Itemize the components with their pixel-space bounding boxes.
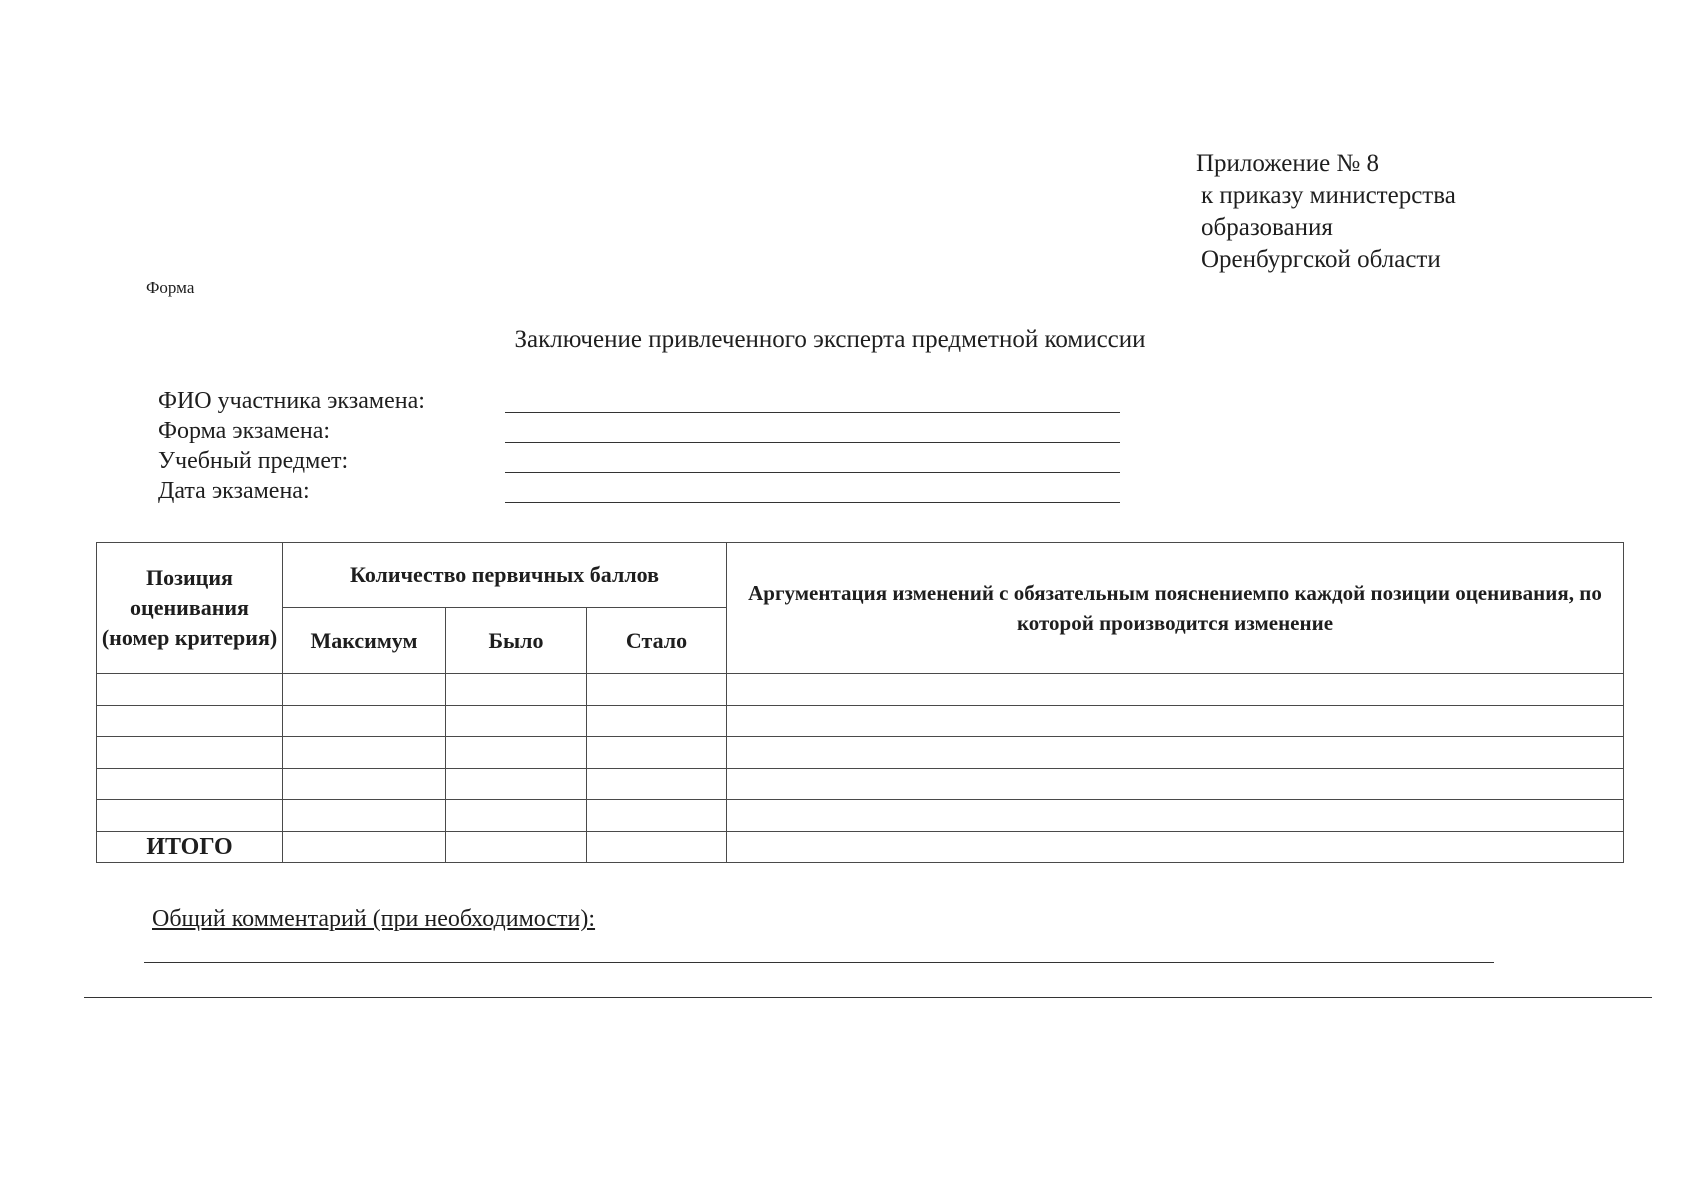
general-comment-label: Общий комментарий (при необходимости): bbox=[152, 906, 596, 932]
became-cell[interactable] bbox=[587, 705, 727, 737]
total-became-cell[interactable] bbox=[587, 831, 727, 863]
table-row bbox=[97, 737, 1624, 769]
argument-cell[interactable] bbox=[727, 737, 1624, 769]
exam-info-fields bbox=[158, 386, 1128, 506]
exam-date-row bbox=[158, 476, 1128, 506]
subject-field[interactable] bbox=[505, 472, 1120, 473]
argument-cell[interactable] bbox=[727, 705, 1624, 737]
max-cell[interactable] bbox=[283, 768, 446, 800]
position-cell[interactable] bbox=[97, 768, 283, 800]
general-comment-field[interactable] bbox=[144, 962, 1494, 963]
col-header-became: Стало bbox=[587, 608, 727, 674]
table-header-row bbox=[97, 543, 1624, 608]
table-row bbox=[97, 705, 1624, 737]
argument-cell[interactable] bbox=[727, 800, 1624, 832]
appendix-number: Приложение № 8 bbox=[1196, 150, 1380, 177]
became-cell[interactable] bbox=[587, 674, 727, 706]
position-cell[interactable] bbox=[97, 705, 283, 737]
participant-name-field[interactable] bbox=[505, 412, 1120, 413]
max-cell[interactable] bbox=[283, 737, 446, 769]
max-cell[interactable] bbox=[283, 800, 446, 832]
was-cell[interactable] bbox=[446, 768, 587, 800]
was-cell[interactable] bbox=[446, 800, 587, 832]
position-cell[interactable] bbox=[97, 800, 283, 832]
became-cell[interactable] bbox=[587, 800, 727, 832]
appendix-order-line: к приказу министерства bbox=[1201, 182, 1456, 209]
total-row bbox=[97, 831, 1624, 863]
exam-date-label: Дата экзамена: bbox=[158, 478, 310, 504]
participant-name-row bbox=[158, 386, 1128, 416]
argument-cell[interactable] bbox=[727, 674, 1624, 706]
participant-name-label: ФИО участника экзамена: bbox=[158, 388, 425, 414]
table-row bbox=[97, 800, 1624, 832]
subject-label: Учебный предмет: bbox=[158, 448, 349, 474]
page-divider bbox=[84, 997, 1652, 998]
total-max-cell[interactable] bbox=[283, 831, 446, 863]
col-header-argument: Аргументация изменений с обязательным пояснениемпо каждой позиции оценивания, по которой производится изменение bbox=[727, 543, 1624, 674]
total-was-cell[interactable] bbox=[446, 831, 587, 863]
form-label: Форма bbox=[146, 278, 195, 297]
was-cell[interactable] bbox=[446, 737, 587, 769]
max-cell[interactable] bbox=[283, 674, 446, 706]
appendix-ministry-line: образования bbox=[1201, 214, 1333, 241]
total-label: ИТОГО bbox=[97, 831, 283, 863]
total-argument-cell[interactable] bbox=[727, 831, 1624, 863]
became-cell[interactable] bbox=[587, 768, 727, 800]
document-title: Заключение привлеченного эксперта предметной комиссии bbox=[514, 326, 1146, 353]
position-cell[interactable] bbox=[97, 674, 283, 706]
appendix-header bbox=[1196, 148, 1456, 276]
table-row bbox=[97, 674, 1624, 706]
exam-form-label: Форма экзамена: bbox=[158, 418, 331, 444]
exam-form-row bbox=[158, 416, 1128, 446]
max-cell[interactable] bbox=[283, 705, 446, 737]
col-header-was: Было bbox=[446, 608, 587, 674]
table-row bbox=[97, 768, 1624, 800]
became-cell[interactable] bbox=[587, 737, 727, 769]
subject-row bbox=[158, 446, 1128, 476]
exam-date-field[interactable] bbox=[505, 502, 1120, 503]
exam-form-field[interactable] bbox=[505, 442, 1120, 443]
argument-cell[interactable] bbox=[727, 768, 1624, 800]
evaluation-table bbox=[96, 542, 1624, 863]
col-header-position: Позиция оценивания (номер критерия) bbox=[97, 543, 283, 674]
was-cell[interactable] bbox=[446, 705, 587, 737]
appendix-region-line: Оренбургской области bbox=[1201, 246, 1441, 273]
col-header-max: Максимум bbox=[283, 608, 446, 674]
position-cell[interactable] bbox=[97, 737, 283, 769]
was-cell[interactable] bbox=[446, 674, 587, 706]
col-header-points-group: Количество первичных баллов bbox=[283, 543, 727, 608]
